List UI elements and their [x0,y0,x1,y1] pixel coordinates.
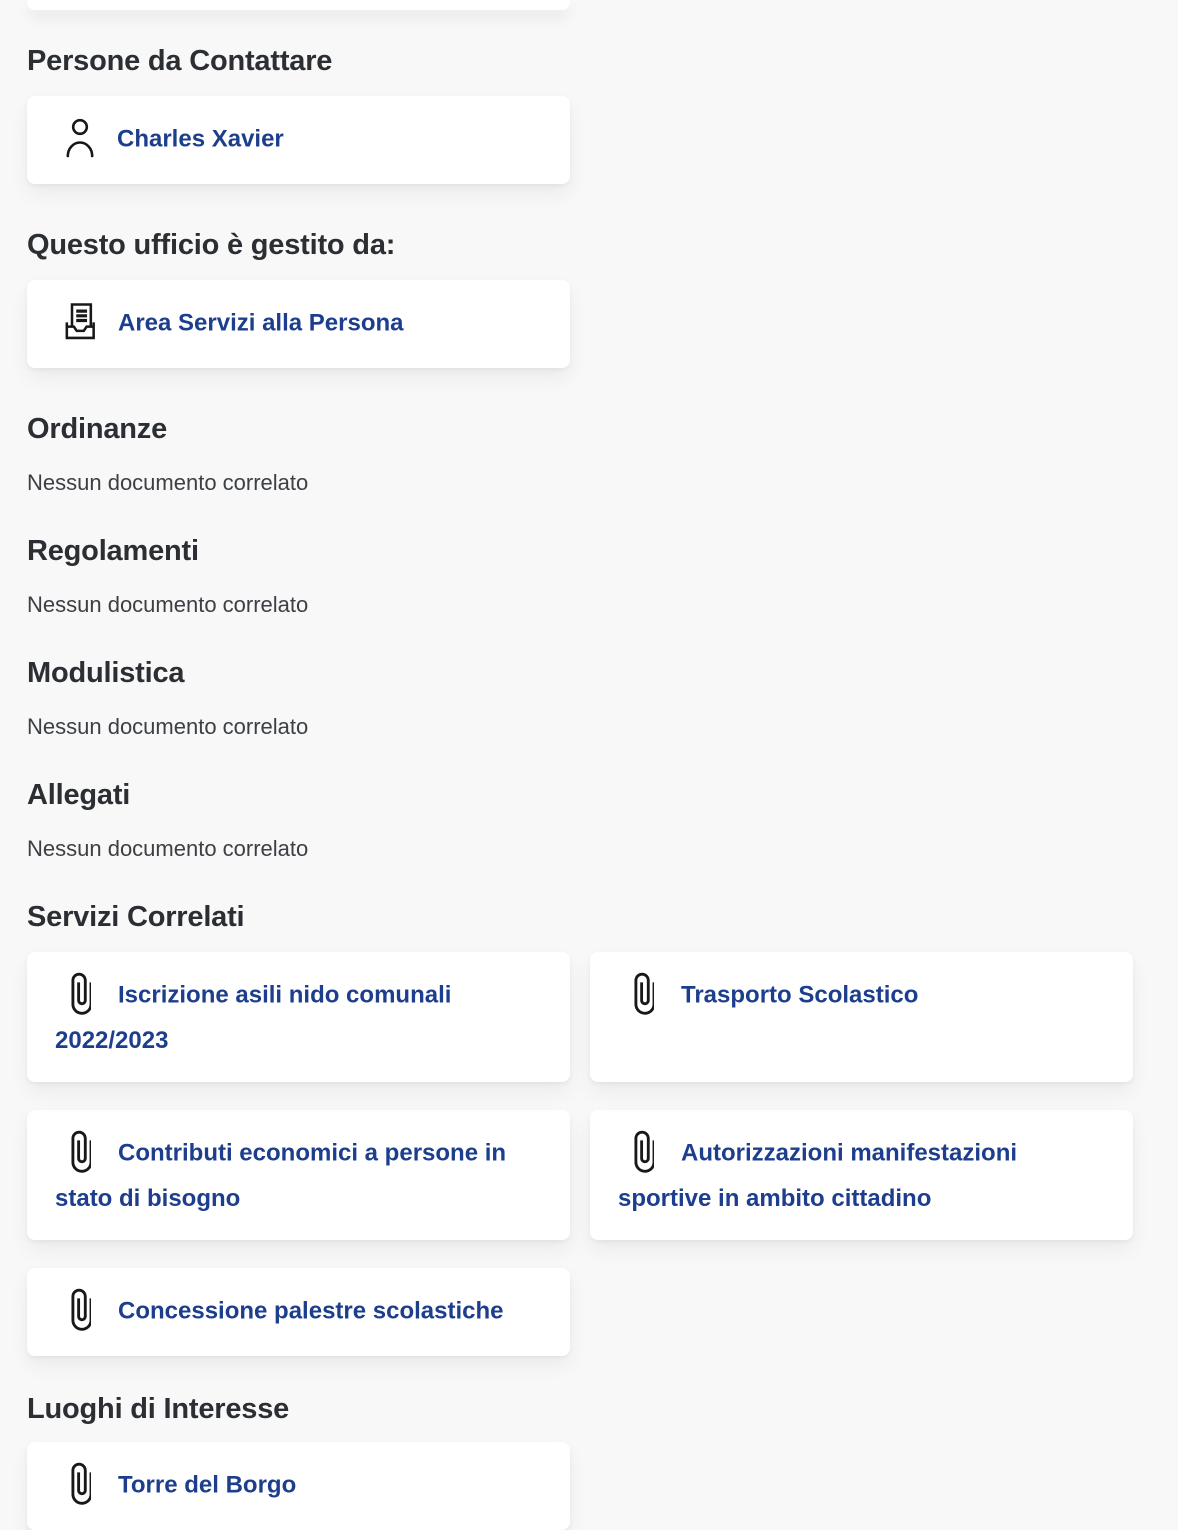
service-card-line [618,1130,1105,1220]
regolamenti-empty-text: Nessun documento correlato [27,592,309,617]
documents-tray-icon [64,300,96,342]
allegati-empty-text: Nessun documento correlato [27,836,309,861]
section-title-regolamenti: Regolamenti [27,535,199,567]
service-card [27,1268,570,1356]
section-contacts [27,42,1133,184]
paperclip-icon [71,972,91,1016]
service-link-concessione-palestre[interactable]: Concessione palestre scolastiche [118,1297,504,1325]
section-title-persone-da-contattare: Persone da Contattare [27,45,333,77]
section-managed-by [27,226,1133,368]
service-card-line [55,1288,542,1336]
managed-by-card [27,280,570,368]
service-link-trasporto-scolastico[interactable]: Trasporto Scolastico [681,981,919,1009]
section-title-modulistica: Modulistica [27,657,185,689]
place-card [27,1442,570,1530]
service-card-line [55,1130,542,1220]
section-modulistica [27,654,1133,742]
paperclip-icon [71,1130,91,1174]
service-card [590,1110,1133,1240]
person-icon [65,116,95,158]
place-link-torre-del-borgo[interactable]: Torre del Borgo [118,1471,297,1499]
contact-card [27,96,570,184]
section-regolamenti [27,532,1133,620]
section-servizi-correlati [27,898,1133,1356]
paperclip-icon [634,1130,654,1174]
modulistica-empty-text: Nessun documento correlato [27,714,309,739]
section-title-ordinanze: Ordinanze [27,413,167,445]
paperclip-icon [71,1462,91,1506]
section-luoghi-di-interesse [27,1390,1133,1530]
contact-card-line [55,116,542,164]
service-card [590,952,1133,1082]
office-detail-page [27,0,1133,1530]
managed-by-card-line [55,300,542,348]
contact-link-charles-xavier[interactable]: Charles Xavier [117,125,284,153]
paperclip-icon [634,972,654,1016]
paperclip-icon [71,1288,91,1332]
service-card-line [618,972,1105,1020]
previous-card-partial [27,0,570,10]
section-title-gestito-da: Questo ufficio è gestito da: [27,229,396,261]
service-card-line [55,972,542,1062]
managed-by-link-area-servizi[interactable]: Area Servizi alla Persona [118,309,404,337]
service-link-iscrizione-asili-nido[interactable]: Iscrizione asili nido comunali 2022/2023 [55,981,452,1054]
section-ordinanze [27,410,1133,498]
service-link-contributi-economici[interactable]: Contributi economici a persone in stato di bisogno [55,1139,507,1212]
service-card [27,1110,570,1240]
ordinanze-empty-text: Nessun documento correlato [27,470,309,495]
section-title-luoghi-di-interesse: Luoghi di Interesse [27,1393,290,1425]
section-title-allegati: Allegati [27,779,131,811]
service-card [27,952,570,1082]
place-card-line [55,1462,542,1510]
related-services-grid [27,952,1133,1356]
section-allegati [27,776,1133,864]
service-link-autorizzazioni-manifestazioni[interactable]: Autorizzazioni manifestazioni sportive in ambito cittadino [618,1139,1018,1212]
section-title-servizi-correlati: Servizi Correlati [27,901,245,933]
